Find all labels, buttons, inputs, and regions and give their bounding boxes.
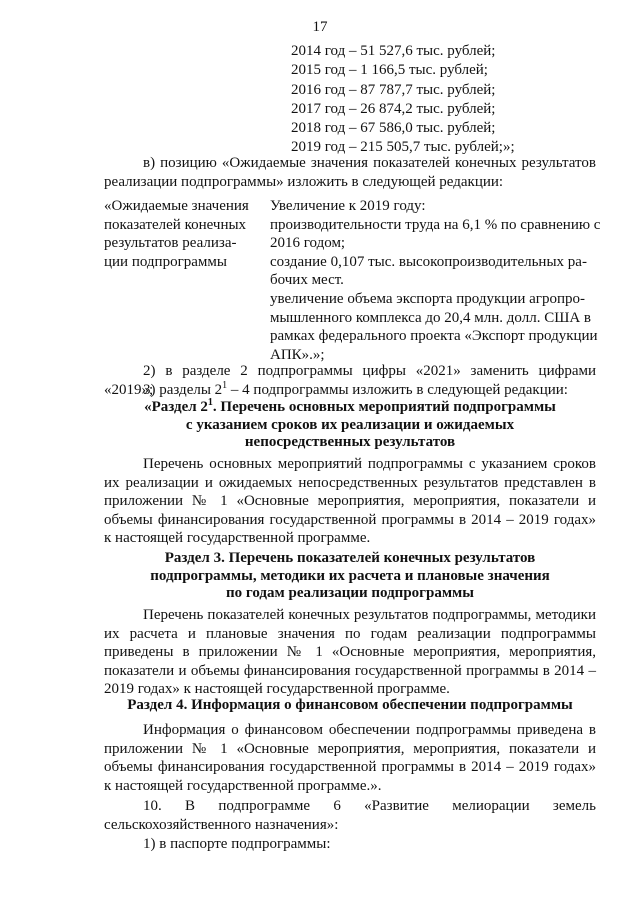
heading-text: «Раздел 2 <box>144 399 208 415</box>
left-cell-line: «Ожидаемые значения <box>104 198 249 214</box>
item-3-text: 3) разделы 2 <box>143 382 223 398</box>
left-cell-line: показателей конечных <box>104 216 247 233</box>
heading-line: непосредственных результатов <box>244 434 456 450</box>
right-cell-line: производительности труда на 6,1 % по сравнению с <box>270 216 601 233</box>
left-cell-line: результатов реализа- <box>104 235 237 252</box>
page-number: 17 <box>312 19 328 35</box>
right-cell-line: 2016 годом; <box>270 235 346 252</box>
item-10-1: 1) в паспорте подпрограммы: <box>143 836 331 852</box>
heading-line: по годам реализации подпрограммы <box>226 585 474 601</box>
heading-line: Раздел 3. Перечень показателей конечных результатов <box>164 550 536 566</box>
item-3-superscript: 1 <box>222 380 228 391</box>
budget-line: 2019 год – 215 505,7 тыс. рублей;»; <box>291 139 515 156</box>
right-cell-line: АПК».»; <box>270 346 325 363</box>
section-2-1-body: Перечень основных мероприятий подпрограммы с указанием сроков их реализации и ожидаемых непосредственных результатов представлен в приложении № 1 «Основные мероприятия, мероприятия, показатели и объемы финансирования государственной программы в 2014 – 2019 годах» к настоящей государственной программе. <box>104 456 596 547</box>
heading-line: подпрограммы, методики их расчета и плановые значения <box>150 567 550 584</box>
section-2-1-heading <box>104 399 596 452</box>
section-3-heading <box>104 550 596 603</box>
right-cell-line: бочих мест. <box>270 272 344 289</box>
budget-line: 2014 год – 51 527,6 тыс. рублей; <box>291 43 496 59</box>
heading-superscript: 1 <box>207 397 213 408</box>
heading-line <box>104 399 596 417</box>
heading-text-rest: . Перечень основных мероприятий подпрограммы <box>212 399 556 415</box>
budget-line: 2018 год – 67 586,0 тыс. рублей; <box>291 120 496 137</box>
budget-list <box>291 42 515 158</box>
paragraph-v: в) позицию «Ожидаемые значения показателей конечных результатов реализации подпрограммы» изложить в следующей редакции: <box>104 155 596 190</box>
right-cell-line: рамках федерального проекта «Экспорт продукции <box>270 328 598 345</box>
left-cell-line: ции подпрограммы <box>104 253 227 270</box>
budget-line: 2015 год – 1 166,5 тыс. рублей; <box>291 62 488 79</box>
right-cell-line: создание 0,107 тыс. высокопроизводительных ра- <box>270 253 587 270</box>
right-cell-line: Увеличение к 2019 году: <box>270 198 426 214</box>
item-3-text-rest: – 4 подпрограммы изложить в следующей редакции: <box>227 382 568 398</box>
section-4-body: Информация о финансовом обеспечении подпрограммы приведена в приложении № 1 «Основные мероприятия, мероприятия, показатели и объемы финансирования государственной программы в 2014 – 2019 годах» к настоящей государственной программе.». <box>104 722 596 794</box>
budget-line: 2017 год – 26 874,2 тыс. рублей; <box>291 100 496 117</box>
item-2: 2) в разделе 2 подпрограммы цифры «2021» заменить цифрами «2019»; <box>104 363 596 398</box>
section-4-heading: Раздел 4. Информация о финансовом обеспечении подпрограммы <box>127 697 573 713</box>
budget-line: 2016 год – 87 787,7 тыс. рублей; <box>291 81 496 98</box>
item-3 <box>104 381 596 400</box>
right-cell-line: увеличение объема экспорта продукции агропро- <box>270 290 585 307</box>
table-right-cell <box>270 197 601 364</box>
right-cell-line: мышленного комплекса до 20,4 млн. долл. США в <box>270 309 592 326</box>
table-left-cell <box>104 197 254 271</box>
item-10: 10. В подпрограмме 6 «Развитие мелиорации земель сельскохозяйственного назначения»: <box>104 798 596 833</box>
heading-line: с указанием сроков их реализации и ожидаемых <box>185 416 515 433</box>
section-3-body: Перечень показателей конечных результатов подпрограммы, методики их расчета и плановые значения по годам реализации подпрограммы приведены в приложении № 1 «Основные мероприятия, мероприятия, показатели и объемы финансирования государственной программы в 2014 – 2019 годах» к настоящей государственной программе. <box>104 607 596 698</box>
